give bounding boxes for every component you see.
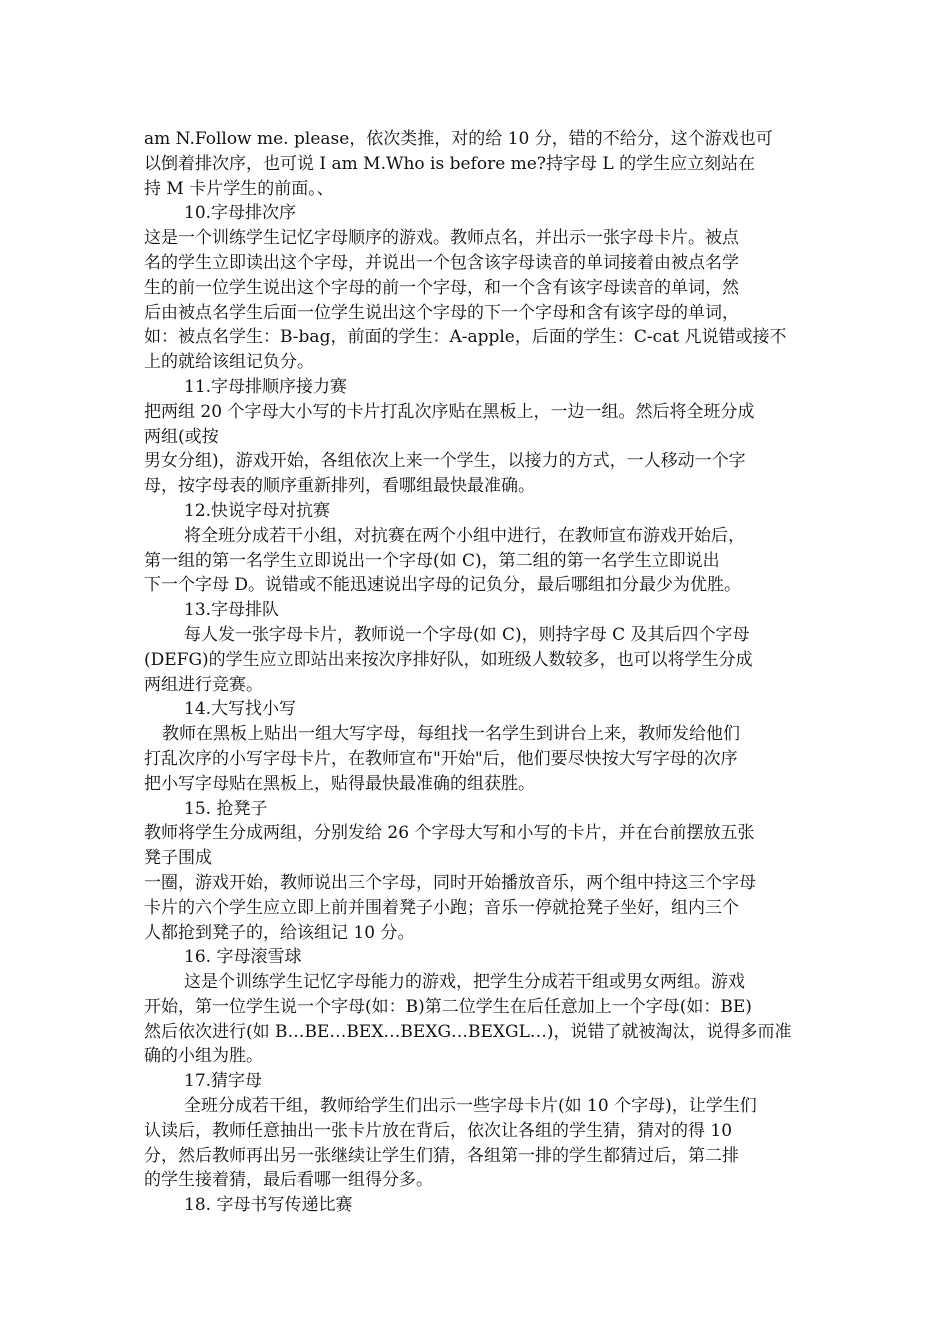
text-line: 名的学生立即读出这个字母，并说出一个包含该字母读音的单词接着由被点名学: [144, 252, 739, 273]
section-heading: 13.字母排队: [184, 600, 280, 621]
section-heading: 10.字母排次序: [184, 203, 297, 224]
text-line: 教师将学生分成两组，分别发给 26 个字母大写和小写的卡片，并在台前摆放五张: [144, 823, 755, 844]
text-line: 上的就给该组记负分。: [144, 352, 314, 373]
section-heading: 14.大写找小写: [184, 699, 297, 720]
text-line: 母，按字母表的顺序重新排列，看哪组最快最准确。: [144, 476, 535, 497]
text-line: 教师在黑板上贴出一组大写字母，每组找一名学生到讲台上来，教师发给他们: [162, 724, 740, 745]
text-line: 以倒着排次序，也可说 I am M.Who is before me?持字母 L 的学生应立刻站在: [144, 153, 756, 174]
text-line: 全班分成若干组，教师给学生们出示一些字母卡片(如 10 个字母)，让学生们: [184, 1096, 757, 1117]
text-line: 第一组的第一名学生立即说出一个字母(如 C)，第二组的第一名学生立即说出: [144, 550, 720, 571]
text-line: 把两组 20 个字母大小写的卡片打乱次序贴在黑板上，一边一组。然后将全班分成: [144, 401, 755, 422]
section-heading: 11.字母排顺序接力赛: [184, 376, 348, 397]
text-line: (DEFG)的学生应立即站出来按次序排好队，如班级人数较多，也可以将学生分成: [144, 649, 753, 670]
text-line: 生的前一位学生说出这个字母的前一个字母，和一个含有该字母读音的单词，然: [144, 277, 739, 298]
document-page: [144, 127, 810, 1218]
text-line: 后由被点名学生后面一位学生说出这个字母的下一个字母和含有该字母的单词，: [144, 302, 739, 323]
section-heading: 15. 抢凳子: [184, 798, 268, 819]
text-line: 下一个字母 D。说错或不能迅速说出字母的记负分，最后哪组扣分最少为优胜。: [144, 575, 742, 596]
section-heading: 12.快说字母对抗赛: [184, 500, 331, 521]
text-line: 开始，第一位学生说一个字母(如：B)第二位学生在后任意加上一个字母(如：BE): [144, 996, 752, 1017]
text-line: 将全班分成若干小组，对抗赛在两个小组中进行，在教师宣布游戏开始后，: [184, 525, 745, 546]
text-line: 认读后，教师任意抽出一张卡片放在背后，依次让各组的学生猜，猜对的得 10: [144, 1120, 733, 1141]
text-line: 持 M 卡片学生的前面。、: [144, 178, 334, 199]
section-heading: 17.猜字母: [184, 1071, 263, 1092]
text-line: 打乱次序的小写字母卡片，在教师宣布"开始"后，他们要尽快按大写字母的次序: [144, 748, 738, 769]
text-line: 这是个训练学生记忆字母能力的游戏，把学生分成若干组或男女两组。游戏: [184, 972, 745, 993]
text-line: 这是一个训练学生记忆字母顺序的游戏。教师点名，并出示一张字母卡片。被点: [144, 228, 739, 249]
text-line: 男女分组)，游戏开始，各组依次上来一个学生，以接力的方式，一人移动一个字: [144, 451, 746, 472]
text-line: 两组(或按: [144, 426, 219, 447]
text-line: 人都抢到凳子的，给该组记 10 分。: [144, 922, 415, 943]
text-line: 卡片的六个学生应立即上前并围着凳子小跑；音乐一停就抢凳子坐好，组内三个: [144, 897, 739, 918]
text-line: 把小写字母贴在黑板上，贴得最快最准确的组获胜。: [144, 773, 535, 794]
text-line: 两组进行竞赛。: [144, 674, 263, 695]
section-heading: 16. 字母滚雪球: [184, 947, 302, 968]
text-line: am N.Follow me. please，依次类推，对的给 10 分，错的不给分，这个游戏也可: [144, 129, 773, 149]
text-line: 的学生接着猜，最后看哪一组得分多。: [144, 1170, 433, 1191]
text-line: 分，然后教师再出另一张继续让学生们猜，各组第一排的学生都猜过后，第二排: [144, 1145, 739, 1166]
text-line: 确的小组为胜。: [144, 1046, 263, 1067]
text-line: 每人发一张字母卡片，教师说一个字母(如 C)，则持字母 C 及其后四个字母: [184, 624, 750, 645]
text-line: 一圈，游戏开始，教师说出三个字母，同时开始播放音乐，两个组中持这三个字母: [144, 872, 756, 893]
text-line: 如：被点名学生：B-bag，前面的学生：A-apple，后面的学生：C-cat 凡说错或接不: [144, 327, 787, 348]
text-line: 然后依次进行(如 B…BE…BEX…BEXG…BEXGL…)，说错了就被淘汰，说得多而准: [144, 1021, 792, 1042]
text-line: 凳子围成: [144, 848, 212, 869]
section-heading: 18. 字母书写传递比赛: [184, 1195, 353, 1216]
